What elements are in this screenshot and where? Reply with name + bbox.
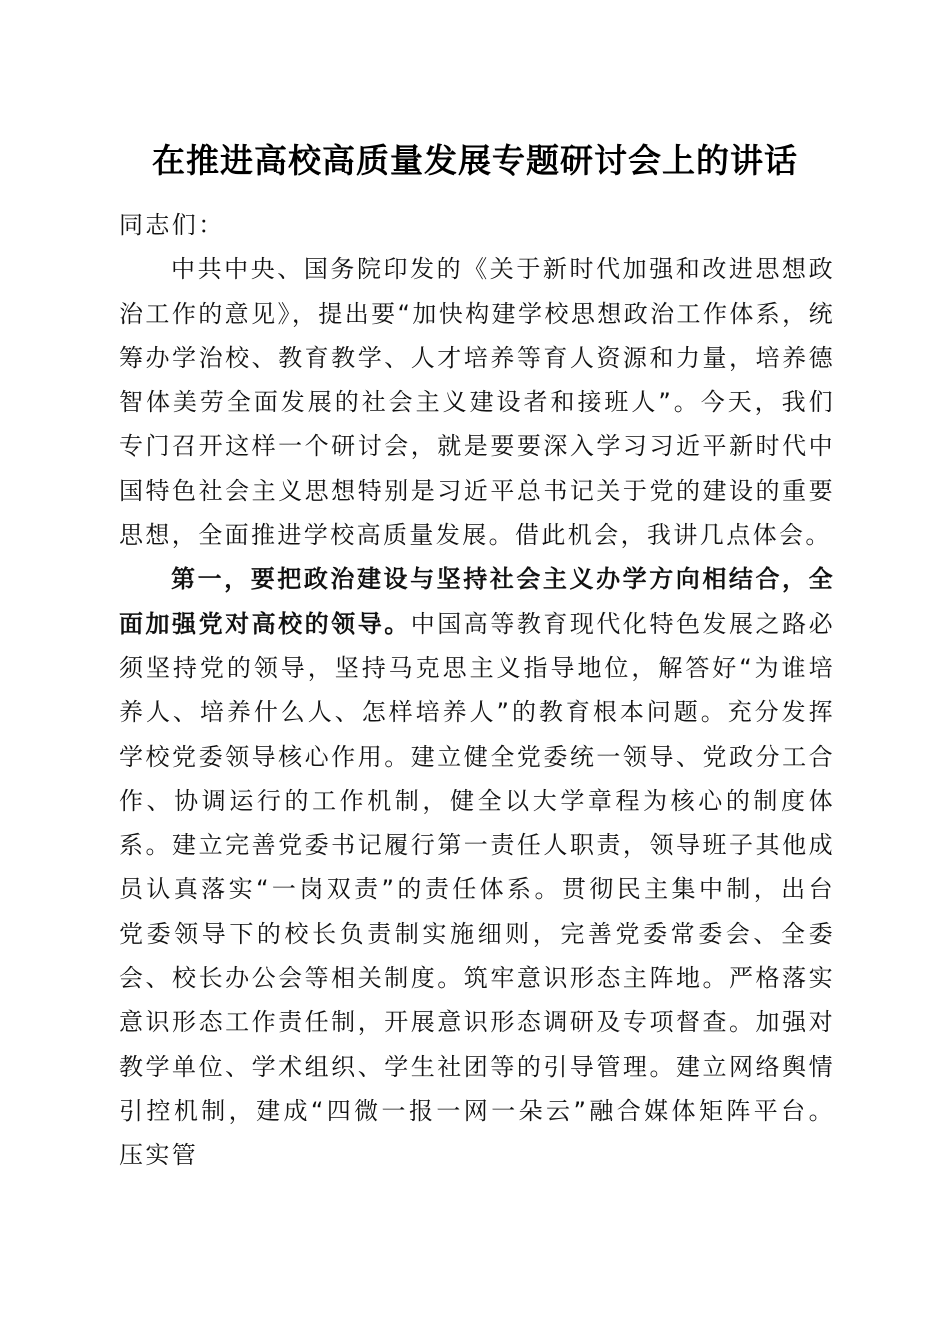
paragraph-first-point-heading: 第一，要把政治建设与坚持社会主义办学方向相结合，全面加强党对高校的领导。 xyxy=(119,565,835,638)
paragraph-first-point-text: 中国高等教育现代化特色发展之路必须坚持党的领导，坚持马克思主义指导地位，解答好“为谁培养人、培养什么人、怎样培养人”的教育根本问题。充分发挥学校党委领导核心作用。建立健全党委统一领导、党政分工合作、协调运行的工作机制，健全以大学章程为核心的制度体系。建立完善党委书记履行第一责任人职责，领导班子其他成员认真落实“一岗双责”的责任体系。贯彻民主集中制，出台党委领导下的校长负责制实施细则，完善党委常委会、全委会、校长办公会等相关制度。筑牢意识形态主阵地。严格落实意识形态工作责任制，开展意识形态调研及专项督查。加强对教学单位、学术组织、学生社团等的引导管理。建立网络舆情引控机制，建成“四微一报一网一朵云”融合媒体矩阵平台。压实管 xyxy=(119,609,835,1170)
paragraph-intro: 中共中央、国务院印发的《关于新时代加强和改进思想政治工作的意见》，提出要“加快构建学校思想政治工作体系，统筹办学治校、教育教学、人才培养等育人资源和力量，培养德智体美劳全面发展的社会主义建设者和接班人”。今天，我们专门召开这样一个研讨会，就是要要深入学习习近平新时代中国特色社会主义思想特别是习近平总书记关于党的建设的重要思想，全面推进学校高质量发展。借此机会，我讲几点体会。 xyxy=(119,255,835,550)
salutation: 同志们： xyxy=(119,211,225,239)
document-title: 在推进高校高质量发展专题研讨会上的讲话 xyxy=(152,141,798,180)
document-body xyxy=(119,203,835,1178)
paragraph-first-point xyxy=(119,557,835,1177)
